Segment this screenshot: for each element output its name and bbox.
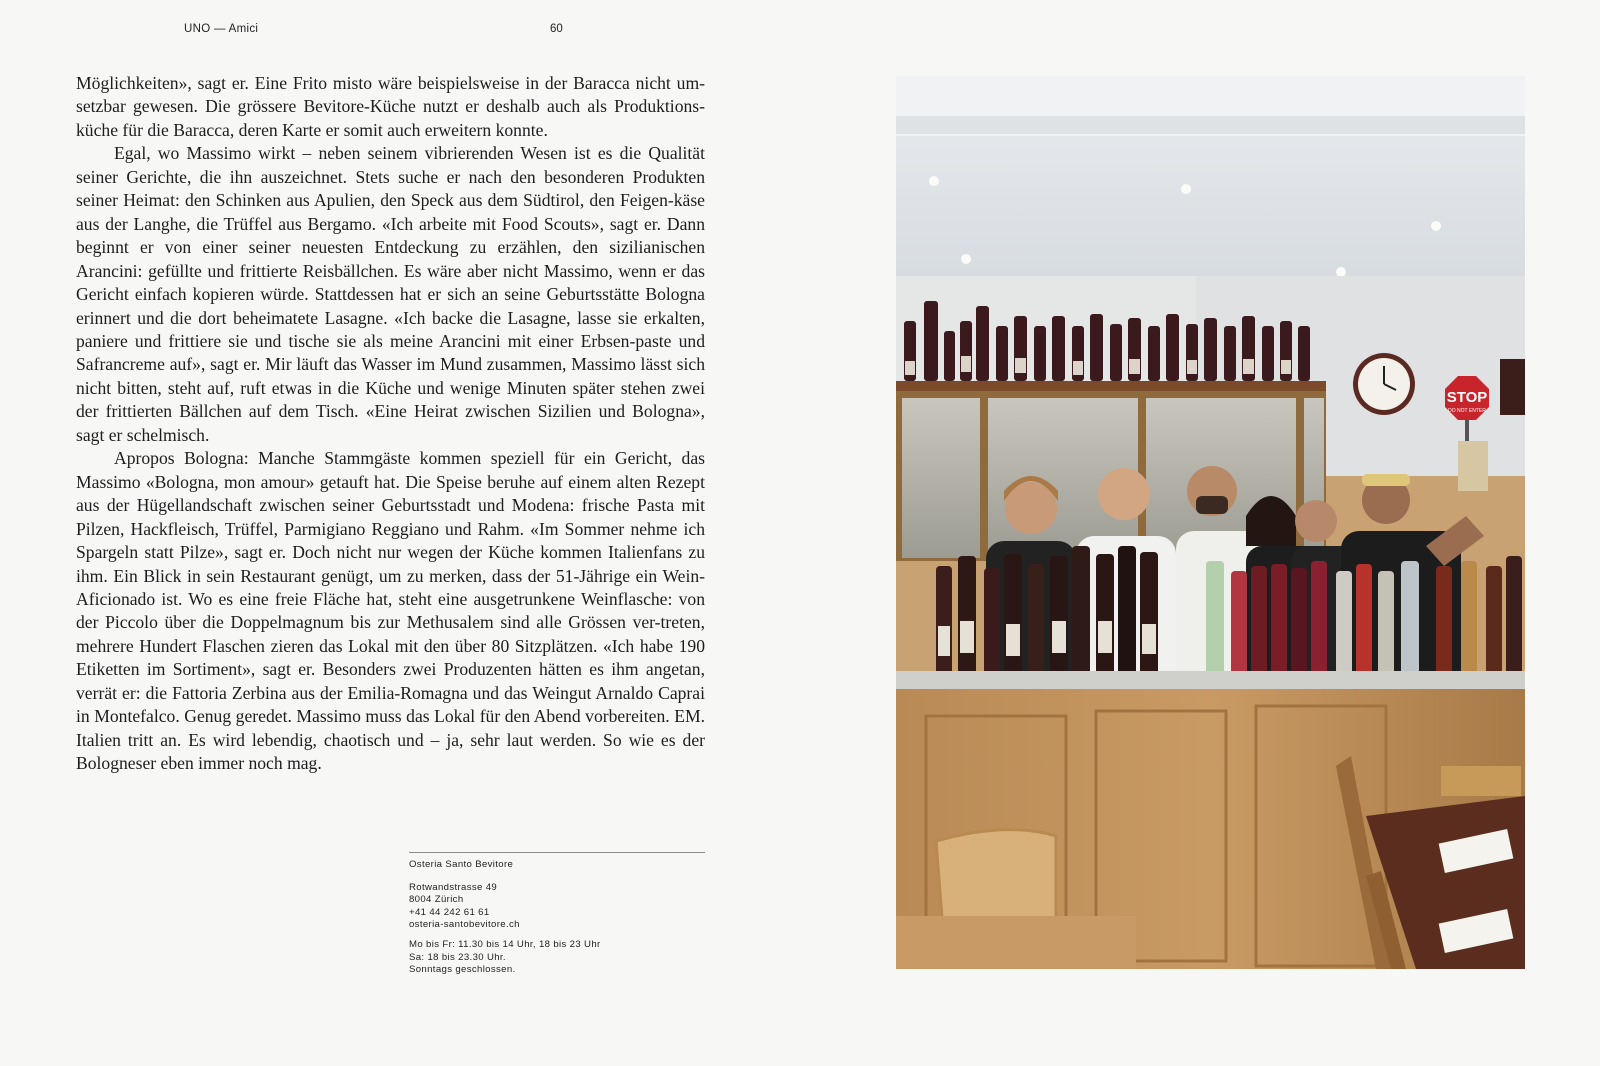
venue-info-box [409, 852, 705, 984]
hours-saturday: Sa: 18 bis 23.30 Uhr. [409, 951, 506, 963]
paragraph: Möglichkeiten», sagt er. Eine Frito misto wäre beispielsweise in der Baracca nicht um-setzbar gewesen. Die grössere Bevitore-Küche nutzt er deshalb auch als Produktions-küche für die Baracca, deren Karte er somit auch erweitern konnte. [76, 73, 705, 140]
paragraph: Egal, wo Massimo wirkt – neben seinem vibrierenden Wesen ist es die Qualität seiner Gerichte, die ihn auszeichnet. Stets suche er nach den besonderen Produkten seiner Heimat: den Schinken aus Apulien, den Speck aus dem Südtirol, den Feigen-käse aus der Langhe, die Trüffel aus Bergamo. «Ich arbeite mit Food Scouts», sagt er. Dann beginnt er von einer seiner neuesten Entdeckung zu erzählen, den sizilianischen Arancini: gefüllte und frittierte Reisbällchen. Es wäre aber nicht Massimo, wenn er das Gericht einfach kopieren würde. Stattdessen hat er sich an seine Geburtsstätte Bologna erinnert und die dort beheimatete Lasagne. «Ich backe die Lasagne, lasse sie erkalten, paniere und frittiere sie und tische sie als meine Arancini mit einer Erbsen-paste und Safrancreme auf», sagt er. Mir läuft das Wasser im Mund zusammen, Massimo lässt sich nicht bitten, steht auf, ruft etwas in die Küche und wenige Minuten später stehen zwei der frittierten Bällchen auf dem Tisch. «Eine Heirat zwischen Sizilien und Bologna», sagt er schelmisch. [76, 143, 705, 445]
bar-countertop [896, 671, 1525, 689]
wine-crate [1441, 766, 1521, 796]
hours-weekdays: Mo bis Fr: 11.30 bis 14 Uhr, 18 bis 23 Uhr [409, 938, 601, 950]
article-body [76, 72, 705, 776]
venue-name: Osteria Santo Bevitore [409, 859, 514, 870]
page-number: 60 [550, 23, 563, 35]
svg-text:DO NOT ENTER: DO NOT ENTER [1448, 408, 1486, 414]
wall-clock [1353, 353, 1415, 415]
venue-address [409, 882, 705, 932]
wall-picture [1458, 441, 1488, 491]
running-header: UNO — Amici [184, 23, 259, 35]
address-city: 8004 Zürich [409, 894, 464, 906]
phone-number: +41 44 242 61 61 [409, 906, 490, 918]
opening-hours [409, 939, 705, 977]
wall-poster [1500, 359, 1525, 415]
paragraph: Apropos Bologna: Manche Stammgäste kommen speziell für ein Gericht, das Massimo «Bologna, mon amour» getauft hat. Die Speise beruhe auf einem alten Rezept aus der Hügellandschaft zwischen seiner Geburtsstadt und Modena: frische Pasta mit Pilzen, Hackfleisch, Trüffel, Parmigiano Reggiano und Rahm. «Im Sommer nehme ich Spargeln statt Pilze», sagt er. Doch nicht nur wegen der Küche kommen Italienfans zu ihm. Ein Blick in sein Restaurant genügt, um zu merken, dass der 51-Jährige ein Wein-Aficionado ist. Wo es eine freie Fläche hat, steht eine ausgetrunkene Weinflasche: von der Piccolo über die Doppelmagnum bis zur Methusalem sind alle Grössen ver-treten, mehrere Hundert Flaschen zieren das Lokal mit den über 80 Sitzplätzen. «Ich habe 190 Etiketten im Sortiment», sagt er. Besonders zwei Produzenten hätten es ihm angetan, verrät er: die Fattoria Zerbina aus der Emilia-Romagna und das Weingut Arnaldo Caprai in Montefalco. Genug geredet. Massimo muss das Lokal für den Abend vorbereiten. EM. Italien tritt an. Es wird lebendig, chaotisch und – ja, sehr laut werden. So wie es der Bologneser eben immer noch mag. [76, 448, 705, 774]
photo-illustration [896, 76, 1525, 969]
svg-text:STOP: STOP [1446, 389, 1488, 406]
restaurant-photo [896, 76, 1525, 969]
hours-sunday: Sonntags geschlossen. [409, 964, 516, 976]
top-shelf [896, 381, 1326, 391]
address-street: Rotwandstrasse 49 [409, 881, 498, 893]
website[interactable]: osteria-santobevitore.ch [409, 919, 520, 931]
